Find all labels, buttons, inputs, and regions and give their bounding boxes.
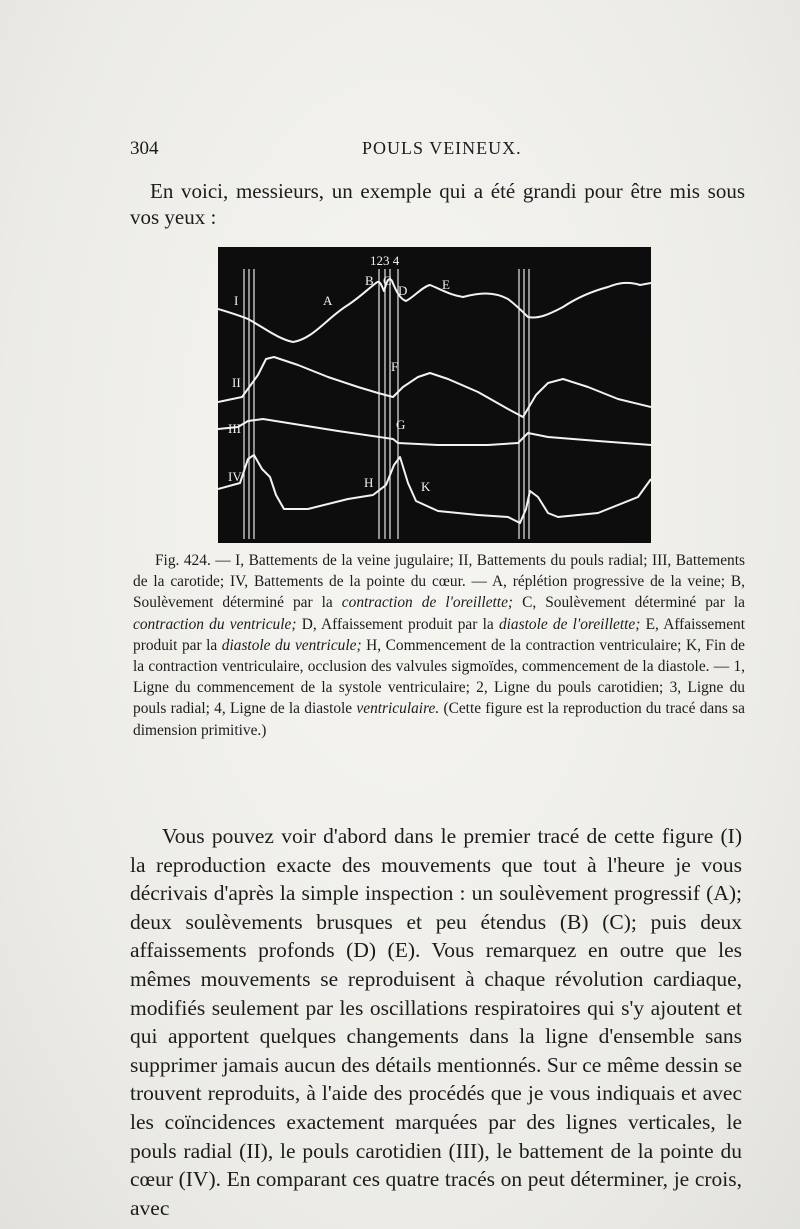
label-II: II [232, 375, 241, 390]
label-I: I [234, 293, 239, 308]
label-G: G [396, 417, 406, 432]
page-header [130, 138, 750, 168]
body-text [130, 822, 742, 1222]
figure-numbers: 123 4 [370, 253, 400, 268]
caption-fig-label: Fig. 424. [155, 552, 211, 569]
label-B: B [365, 273, 374, 288]
tracing-plot [218, 247, 651, 543]
trace-II-radial [218, 357, 651, 417]
body-paragraph: Vous pouvez voir d'abord dans le premier tracé de cette figure (I) la reproduction exacte des mouvements que tout à l'heure je vous décrivais d'après la simple inspection : un soulèvement progressif (A); deux soulèvements brusques et peu étendus (B) (C); puis deux affaissements profonds (D) (E). Vous remarquez en outre que les mêmes mouvements se reproduisent à chaque révolution cardiaque, modifiés seulement par les oscillations respiratoires qui s'y ajoutent et qui apportent quelques changements dans la ligne d'ensemble sans supprimer jamais aucun des détails mentionnés. Sur ce même dessin se trouvent reproduits, à l'aide des procédés que je vous indiquais et avec les coïncidences exactement marquées par des lignes verticales, le pouls radial (II), le pouls carotidien (III), le battement de la pointe du cœur (IV). En comparant ces quatre tracés on peut déterminer, je crois, avec [130, 824, 742, 1220]
caption-part: (Cette figure est la reproduction du tracé dans sa dimension primitive.) [133, 700, 746, 739]
caption-part: H, Commencement de la contraction ventriculaire; K, Fin de la contraction ventriculaire, occlusion des valvules sigmoïdes, commencement de la diastole. — 1, Ligne du commencement de la systole ventriculaire; 2, Ligne du pouls carotidien; 3, Ligne du pouls radial; 4, Ligne de la diastole [133, 636, 746, 718]
page-number: 304 [130, 138, 159, 159]
running-head: POULS VEINEUX. [362, 138, 522, 158]
label-C: C [383, 273, 392, 288]
caption-italic: diastole du ventricule; [221, 636, 362, 654]
caption-italic: contraction de l'oreillette; [341, 594, 514, 612]
caption-part: D, Affaissement produit par la [296, 615, 499, 633]
label-H: H [364, 475, 374, 490]
figure-tracings [218, 247, 651, 543]
trace-IV-apex [218, 455, 651, 523]
caption-italic: contraction du ventricule; [133, 615, 297, 633]
caption-part: C, Soulèvement déterminé par la [513, 594, 745, 612]
caption-part: — I, Battements de la veine jugulaire; II, Battements du pouls radial; III, Battements de la carotide; IV, Battements de la pointe du cœur. — A, réplétion progressive de la veine; B, Soulèvement déterminé par la [133, 552, 745, 612]
label-D: D [398, 283, 408, 298]
caption-part: E, Affaissement produit par la [133, 615, 745, 654]
label-IV: IV [228, 469, 242, 484]
label-III: III [228, 421, 241, 436]
caption-text [133, 550, 745, 741]
label-A: A [323, 293, 333, 308]
caption-italic: diastole de l'oreillette; [498, 615, 641, 633]
trace-III-carotid [218, 419, 651, 445]
caption-italic: ventriculaire. [356, 700, 440, 718]
label-F: F [391, 359, 399, 374]
intro-paragraph: En voici, messieurs, un exemple qui a été grandi pour être mis sous vos yeux : [130, 179, 745, 229]
label-E: E [442, 277, 450, 292]
figure-caption [133, 550, 745, 741]
trace-I-jugular [218, 279, 651, 342]
label-K: K [421, 479, 431, 494]
